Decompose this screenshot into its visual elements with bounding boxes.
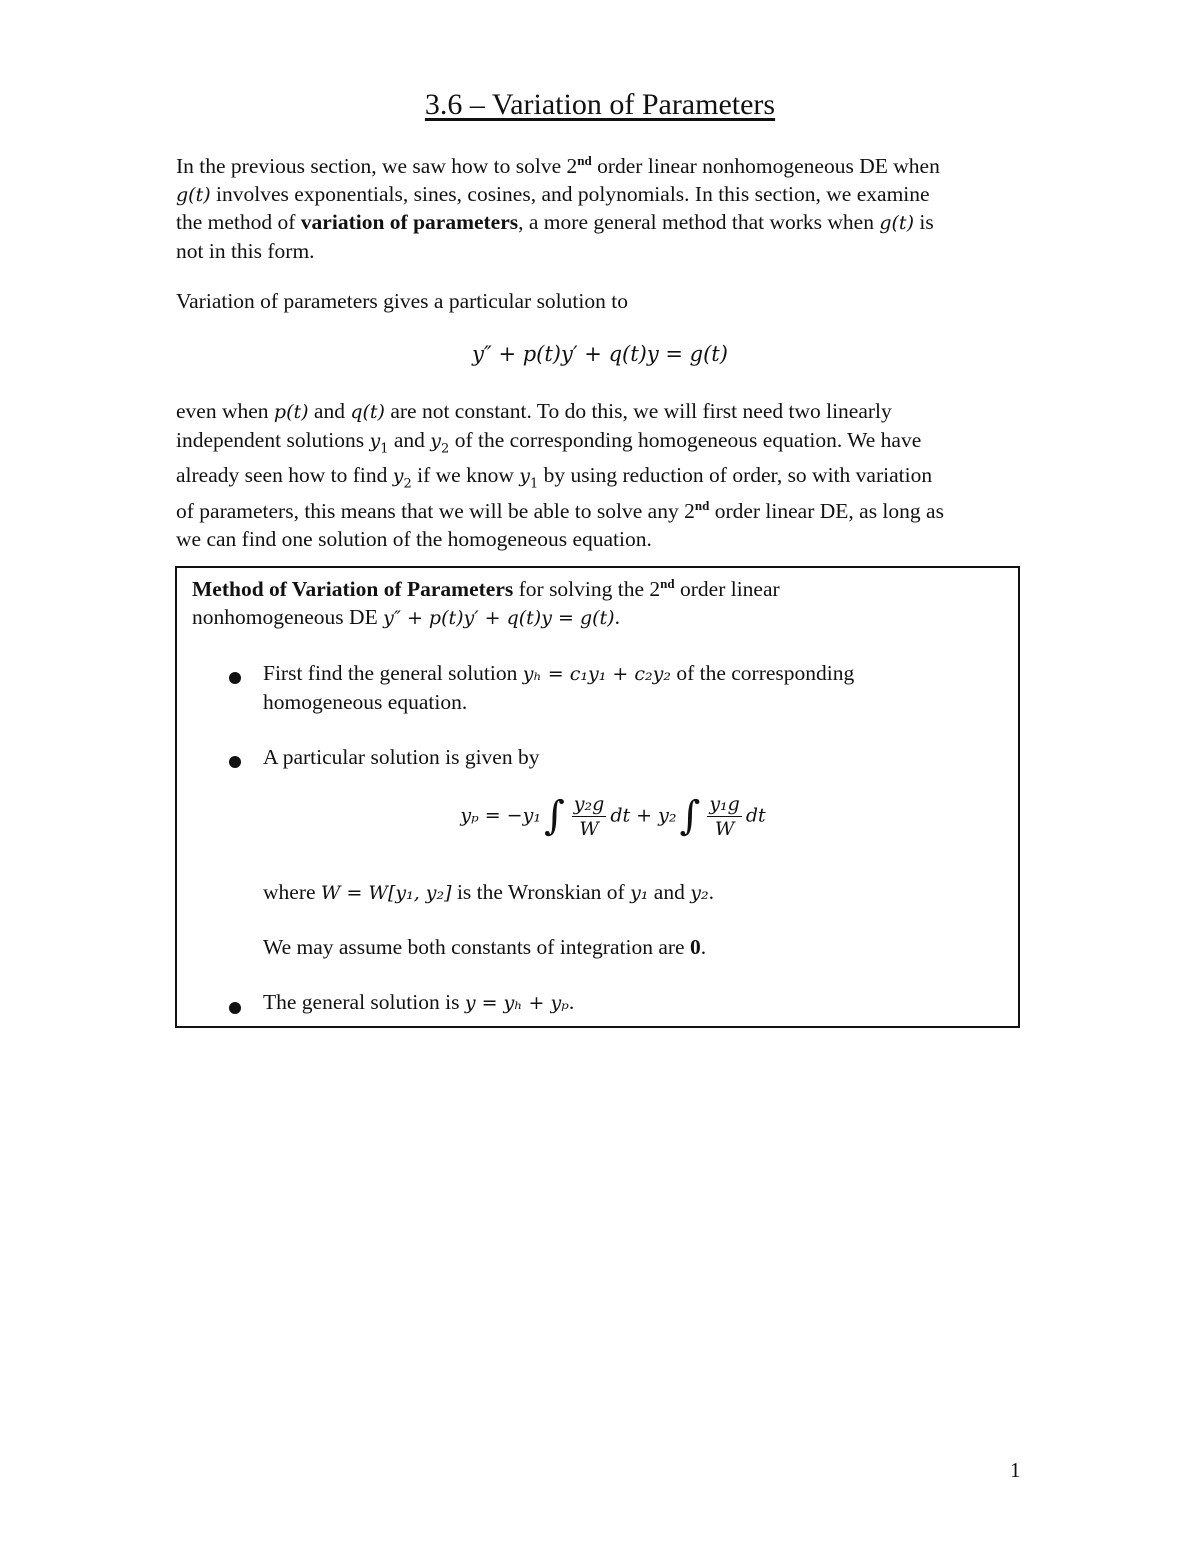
intro-text: is (913, 210, 934, 234)
text: order linear (674, 577, 780, 601)
text: . (708, 880, 714, 904)
paragraph-two (176, 398, 1026, 553)
text: We may assume both constants of integration are (263, 935, 690, 959)
intro-text: , a more general method that works when (518, 210, 880, 234)
text: and (388, 427, 431, 452)
page-number: 1 (1010, 1458, 1021, 1482)
text: order linear DE, as long as (709, 499, 944, 524)
text: by using reduction of order, so with variation (538, 463, 933, 488)
bullet-icon (229, 756, 241, 768)
text: where (263, 880, 321, 904)
text: of the corresponding (670, 661, 855, 685)
text: homogeneous equation. (263, 689, 468, 714)
fraction (572, 792, 607, 841)
superscript-nd: nd (577, 152, 592, 168)
text: already seen how to find (176, 463, 393, 488)
superscript-nd: nd (694, 497, 710, 513)
math-p-of-t: p(t) (273, 401, 309, 423)
main-equation: y″ + p(t)y′ + q(t)y = g(t) (472, 342, 728, 366)
intro-paragraph (176, 153, 1026, 265)
formula-plus: + y₂ (630, 804, 677, 827)
subscript: 1 (380, 440, 389, 456)
intro-text: order linear nonhomogeneous DE when (591, 154, 940, 178)
particular-solution-formula (263, 792, 963, 841)
bullet-icon (229, 672, 241, 684)
method-box (175, 566, 1020, 1028)
bullet-general-solution (263, 660, 963, 716)
bold-zero: 0 (689, 935, 701, 959)
numerator: y₂g (573, 793, 605, 815)
yh-equation: yₕ = c₁y₁ + c₂y₂ (522, 663, 671, 685)
text: and (308, 399, 351, 423)
superscript-nd: nd (660, 575, 675, 591)
general-solution-equation: y = yₕ + yₚ (464, 992, 569, 1014)
page-title: 3.6 – Variation of Parameters (424, 88, 776, 121)
text: nonhomogeneous DE (192, 604, 384, 629)
text: and (648, 880, 691, 904)
integral-sign: ∫ (543, 792, 565, 839)
intro-text: not in this form. (176, 238, 315, 263)
bullet-icon (229, 1002, 241, 1014)
text: is the Wronskian of (451, 880, 631, 904)
subscript: 2 (403, 476, 412, 492)
text: . (568, 990, 575, 1014)
text: The general solution is (263, 990, 465, 1014)
dt: dt (745, 804, 766, 827)
constants-line (263, 934, 963, 962)
bullet-general-solution-final (263, 989, 963, 1018)
subscript: 2 (441, 440, 450, 456)
wronskian-equation: W = W[y₁, y₂] (320, 882, 452, 904)
math-y1: y₁ (630, 882, 649, 904)
text: First find the general solution (263, 661, 523, 685)
bullet-particular-solution: A particular solution is given by (263, 745, 540, 769)
math-g-of-t: g(t) (879, 212, 914, 234)
math-y: y (430, 429, 442, 452)
math-y: y (519, 465, 530, 488)
math-g-of-t: g(t) (176, 183, 211, 206)
intro-text: In the previous section, we saw how to solve 2 (176, 154, 578, 178)
text: . (614, 604, 620, 629)
wronskian-line (263, 879, 963, 908)
formula-lhs: yₚ = −y₁ (460, 804, 541, 827)
fraction (707, 792, 742, 841)
denominator: W (714, 818, 735, 840)
integral-sign: ∫ (679, 792, 701, 839)
text: even when (176, 399, 274, 423)
vop-sentence: Variation of parameters gives a particular solution to (176, 289, 628, 313)
text: if we know (411, 463, 520, 488)
numerator: y₁g (709, 793, 740, 815)
bold-term: variation of parameters (300, 210, 519, 234)
text: independent solutions (176, 427, 370, 452)
text: of the corresponding homogeneous equation. We have (449, 427, 922, 452)
math-y: y (392, 465, 404, 488)
text: . (700, 935, 707, 959)
math-q-of-t: q(t) (350, 401, 385, 423)
math-y2: y₂ (690, 882, 709, 904)
dt: dt (610, 804, 631, 827)
text: of parameters, this means that we will be able to solve any 2 (176, 499, 695, 524)
intro-text: involves exponentials, sines, cosines, and polynomials. In this section, we examine (210, 181, 930, 206)
text: for solving the 2 (513, 577, 661, 601)
box-heading-bold: Method of Variation of Parameters (192, 577, 514, 601)
box-equation: y″ + p(t)y′ + q(t)y = g(t) (383, 606, 615, 629)
math-y: y (369, 429, 381, 452)
text: we can find one solution of the homogeneous equation. (176, 526, 652, 551)
box-heading (192, 576, 1002, 632)
text: are not constant. To do this, we will first need two linearly (384, 399, 892, 423)
denominator: W (579, 818, 599, 840)
intro-text: the method of (176, 210, 301, 234)
subscript: 1 (529, 476, 539, 492)
